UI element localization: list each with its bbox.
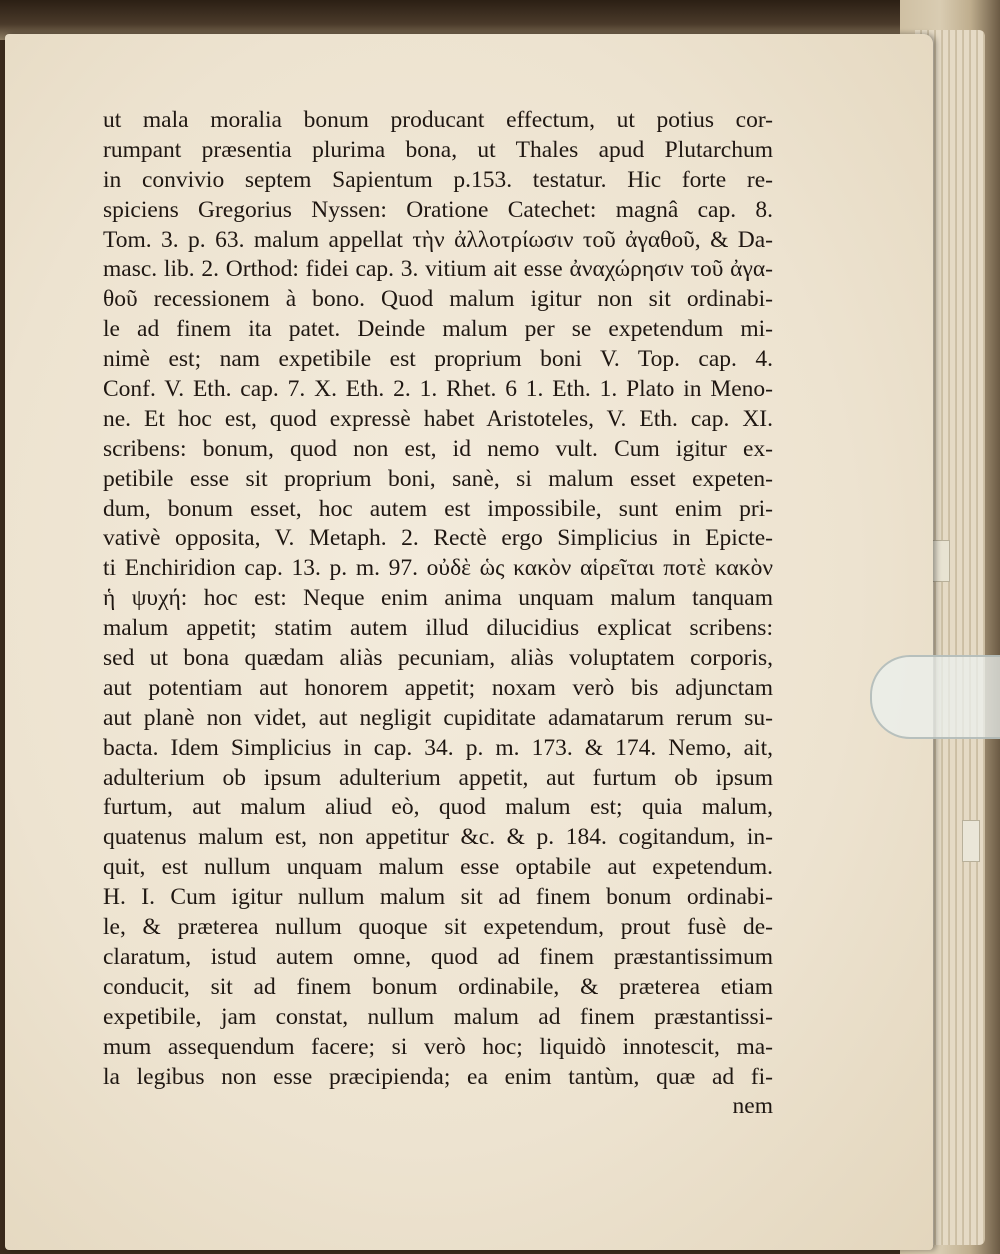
text-line: Conf. V. Eth. cap. 7. X. Eth. 2. 1. Rhet. 6 1. Eth. 1. Plato in Meno- [103, 376, 773, 403]
text-line: la legibus non esse præcipienda; ea enim tantùm, quæ ad fi- [103, 1063, 773, 1090]
text-line: Tom. 3. p. 63. malum appellat τὴν ἀλλοτρίωσιν τοῦ ἀγαθοῦ, & Da- [103, 226, 773, 253]
paper-tab [930, 540, 950, 582]
text-line: mum assequendum facere; si verò hoc; liquidò innotescit, ma- [103, 1033, 773, 1060]
text-line: aut potentiam aut honorem appetit; noxam verò bis adjunctam [103, 674, 773, 701]
text-line: le ad finem ita patet. Deinde malum per se expetendum mi- [103, 316, 773, 343]
text-line: aut planè non videt, aut negligit cupiditate adamatarum rerum su- [103, 704, 773, 731]
text-line: petibile esse sit proprium boni, sanè, si malum esset expeten- [103, 465, 773, 492]
text-line: expetibile, jam constat, nullum malum ad finem præstantissi- [103, 1003, 773, 1030]
text-line: adulterium ob ipsum adulterium appetit, aut furtum ob ipsum [103, 764, 773, 791]
text-line: dum, bonum esset, hoc autem est impossibile, sunt enim pri- [103, 495, 773, 522]
text-line: nimè est; nam expetibile est proprium boni V. Top. cap. 4. [103, 346, 773, 373]
text-line: le, & præterea nullum quoque sit expetendum, prout fusè de- [103, 914, 773, 941]
text-line: conducit, sit ad finem bonum ordinabile, & præterea etiam [103, 973, 773, 1000]
text-line: bacta. Idem Simplicius in cap. 34. p. m. 173. & 174. Nemo, ait, [103, 734, 773, 761]
text-line: masc. lib. 2. Orthod: fidei cap. 3. vitium ait esse ἀναχώρησιν τοῦ ἀγα- [103, 256, 773, 283]
text-line: quit, est nullum unquam malum esse optabile aut expetendum. [103, 854, 773, 881]
paper-tab [962, 820, 980, 862]
text-line: furtum, aut malum aliud eò, quod malum est; quia malum, [103, 794, 773, 821]
text-line: in convivio septem Sapientum p.153. testatur. Hic forte re- [103, 166, 773, 193]
text-line: scribens: bonum, quod non est, id nemo vult. Cum igitur ex- [103, 435, 773, 462]
text-line: vativè opposita, V. Metaph. 2. Rectè ergo Simplicius in Epicte- [103, 525, 773, 552]
page-clip [870, 655, 1000, 739]
text-line: claratum, istud autem omne, quod ad finem præstantissimum [103, 943, 773, 970]
text-line: sed ut bona quædam aliàs pecuniam, aliàs voluptatem corporis, [103, 645, 773, 672]
text-line: rumpant præsentia plurima bona, ut Thales apud Plutarchum [103, 136, 773, 163]
text-line: ti Enchiridion cap. 13. p. m. 97. οὐδὲ ὡς κακὸν αἱρεῖται ποτὲ κακὸν [103, 555, 773, 582]
text-line: θοῦ recessionem à bono. Quod malum igitur non sit ordinabi- [103, 286, 773, 313]
text-line: H. I. Cum igitur nullum malum sit ad finem bonum ordinabi- [103, 884, 773, 911]
page-text [103, 106, 773, 1122]
text-line: ne. Et hoc est, quod expressè habet Aristoteles, V. Eth. cap. XI. [103, 405, 773, 432]
catchword: nem [732, 1093, 773, 1120]
text-line: ἡ ψυχή: hoc est: Neque enim anima unquam malum tanquam [103, 585, 773, 612]
text-line: malum appetit; statim autem illud dilucidius explicat scribens: [103, 615, 773, 642]
text-line: spiciens Gregorius Nyssen: Oratione Catechet: magnâ cap. 8. [103, 196, 773, 223]
text-line: ut mala moralia bonum producant effectum, ut potius cor- [103, 107, 773, 133]
text-line: quatenus malum est, non appetitur &c. & p. 184. cogitandum, in- [103, 824, 773, 851]
